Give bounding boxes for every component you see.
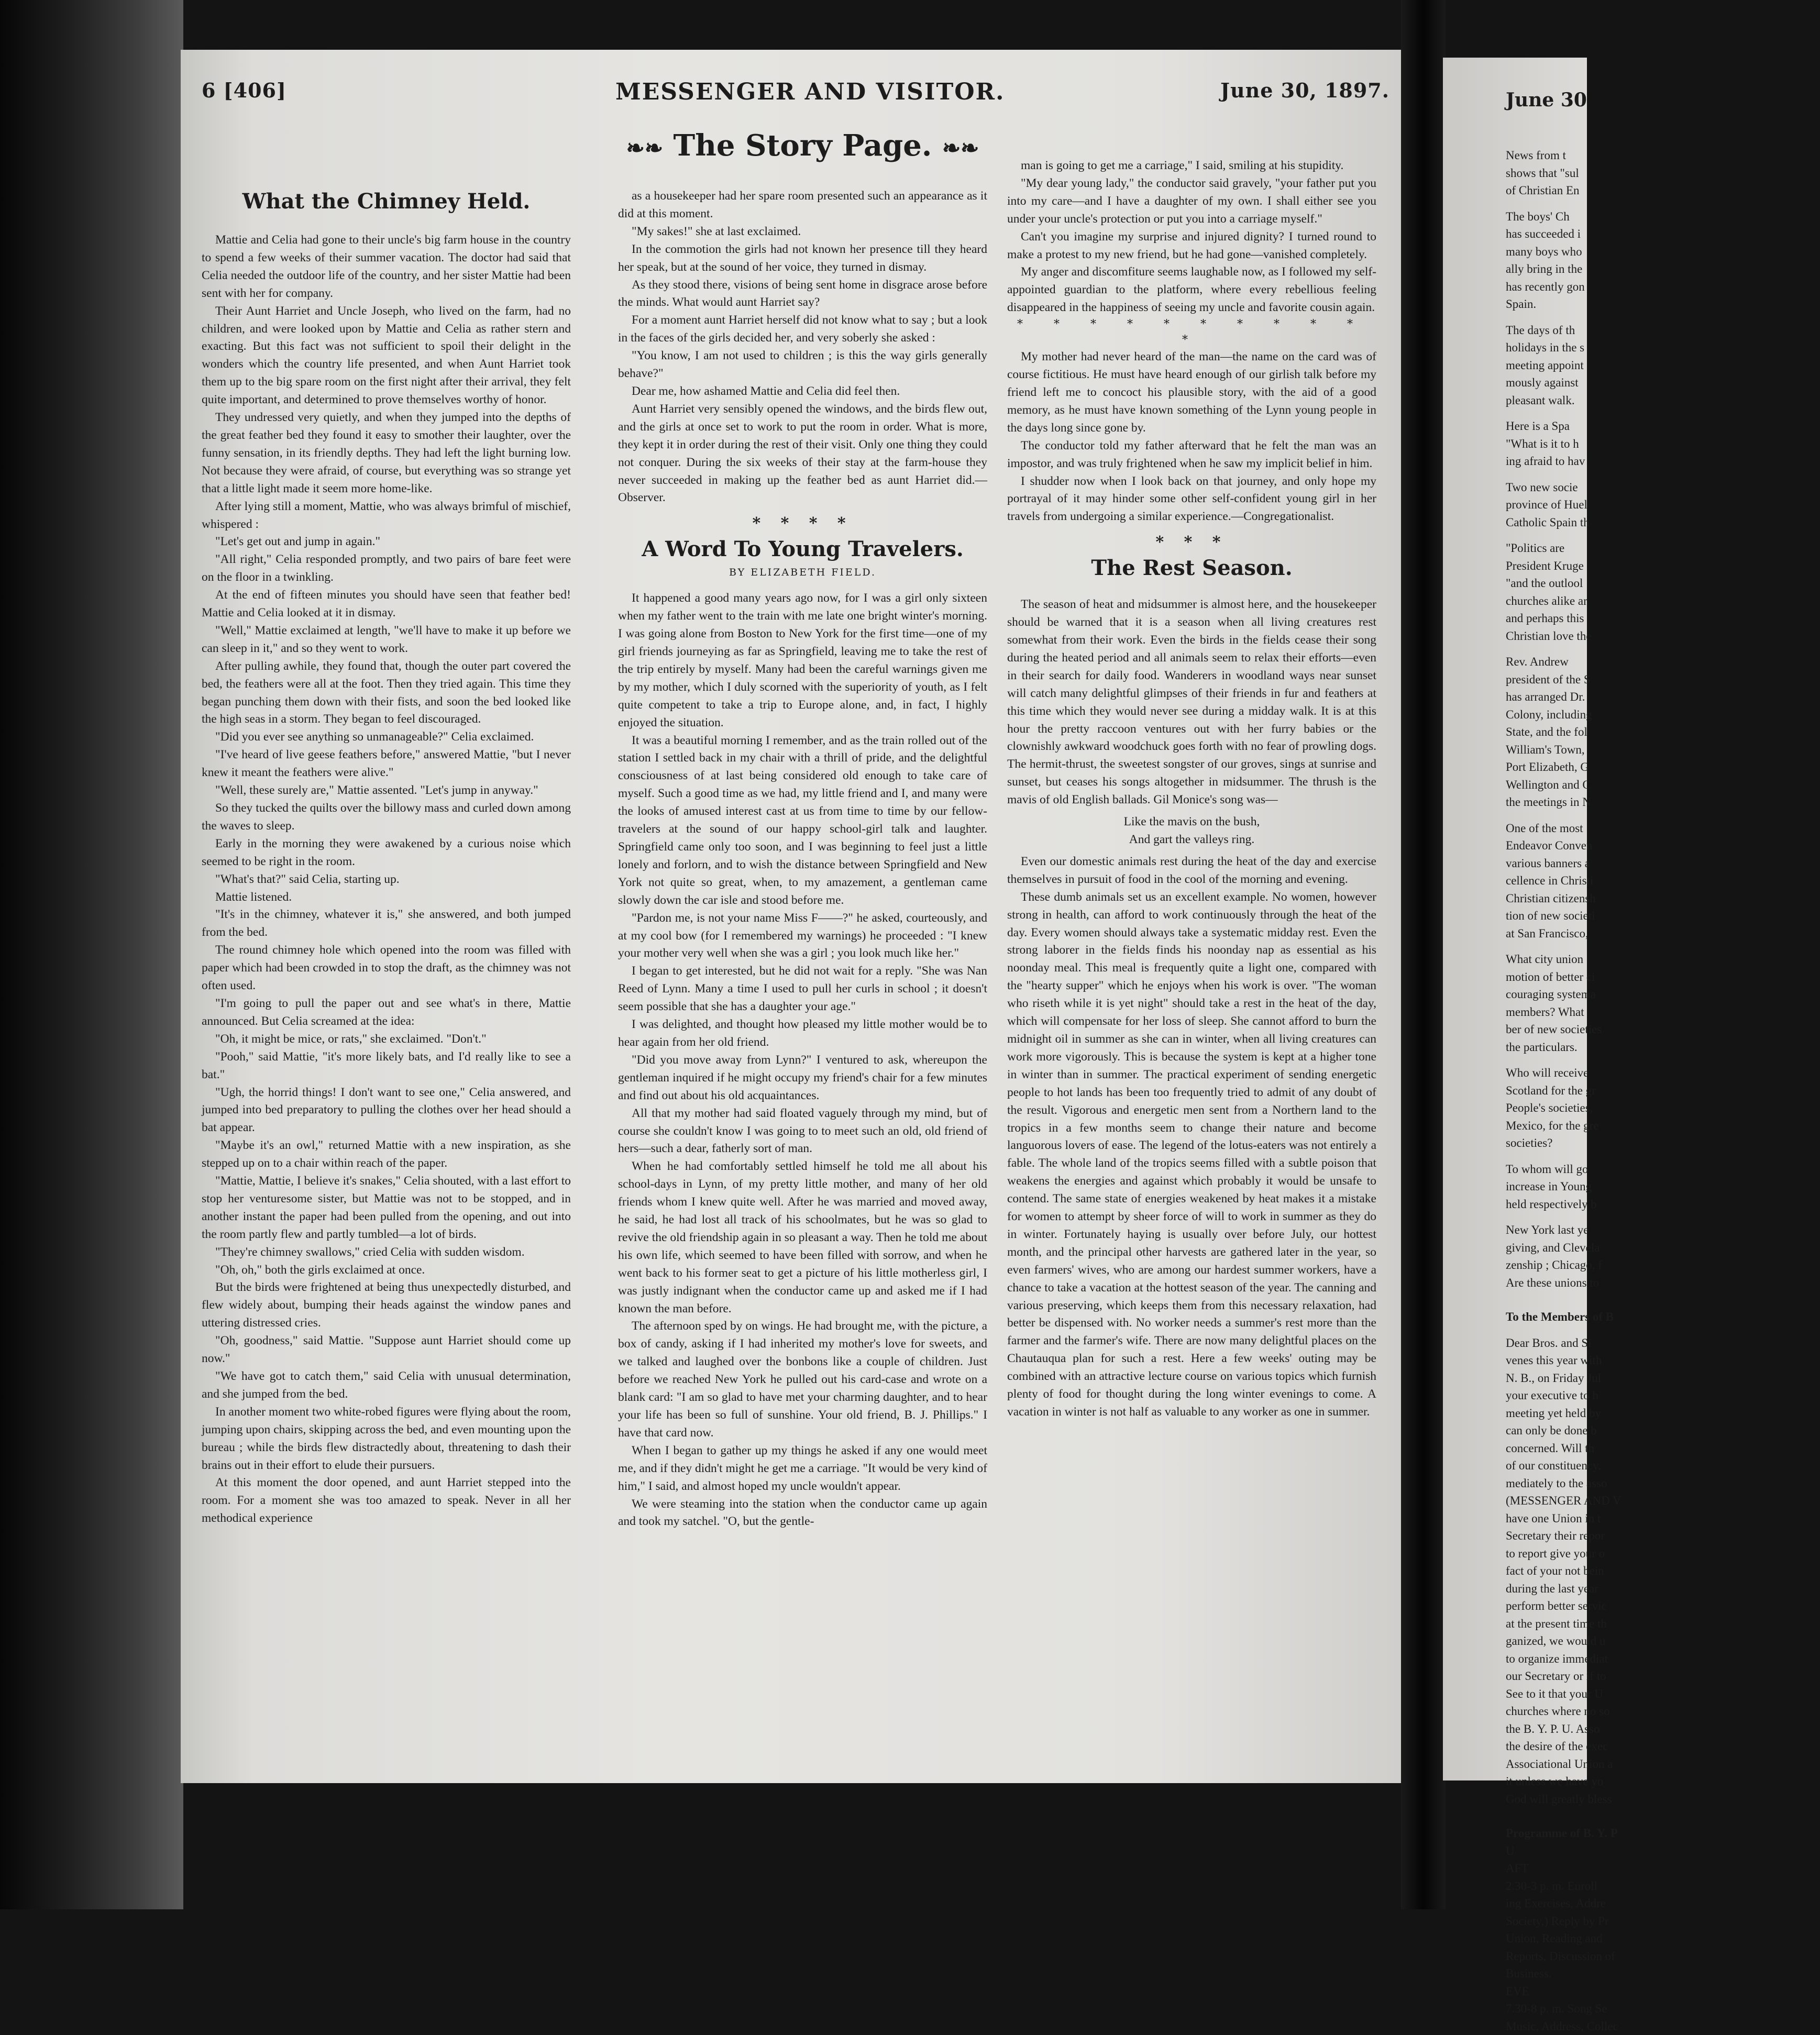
paragraph: Aunt Harriet very sensibly opened the windows, and the birds flew out, and the girls at once set to work to put the room in order. What is more, they kept it in order during the rest of their visit. Only one thing they could not conquer. During the six weeks of their stay at the farm-house they never succeeded in making up the feather bed as aunt Harriet did.—Observer. — [618, 401, 987, 507]
paragraph: "My sakes!" she at last exclaimed. — [618, 223, 987, 241]
paragraph: When he had comfortably settled himself he told me all about his school-days in Lynn, of my pretty little mother, and many of her old friends whom I knew quite well. After he was married and moved away, he said, he had lost all track of his schoolmates, but he was so glad to revive the old friendship again in so pleasant a way. Then he told me about his own life, which seemed to have been filled with sorrow, and when he went back to his former seat to get a picture of his little motherless girl, I was justly indignant when the conductor came up and asked me if I had known the man before. — [618, 1158, 987, 1318]
article-headline: The Rest Season. — [1007, 556, 1376, 580]
adjacent-text-line: of our constituency, — [1506, 1457, 1820, 1475]
adjacent-text-line: and perhaps this — [1506, 610, 1820, 627]
paragraph: Dear me, how ashamed Mattie and Celia did feel then. — [618, 383, 987, 401]
adjacent-text-line: various banners a — [1506, 855, 1820, 872]
section-separator: * * * * — [618, 514, 987, 533]
adjacent-text-line: Business. — [1506, 1965, 1820, 1983]
paragraph: It was a beautiful morning I remember, and as the train rolled out of the station I settled back in my chair with a thrill of pride, and the delightful consciousness of at last being considered old enough to take care of myself. Such a good time as we had, my little friend and I, and many were the looks of amused interest cast at us from time to time by our fellow-travelers at the sound of our happy school-girl talk and laughter. Springfield came only too soon, and I was beginning to feel just a little lonely and forlorn, and to wish the distance between Springfield and New York not quite so great, when, to my amazement, a gentleman came slowly down the car isle and stood before me. — [618, 732, 987, 910]
adjacent-text-line: zenship ; Chicago, f — [1506, 1256, 1820, 1274]
adjacent-text-line — [1506, 1291, 1820, 1300]
paragraph: My mother had never heard of the man—the name on the card was of course fictitious. He must have heard enough of our girlish talk before my friend left me to concoct his plausible story, with the aid of a good memory, as he must have known something of the Lynn young people in the days long since gone by. — [1007, 348, 1376, 437]
adjacent-text-line: meeting appoint — [1506, 357, 1820, 374]
adjacent-text-line: Here is a Spa — [1506, 417, 1820, 435]
adjacent-text-line: mediately to the asso — [1506, 1475, 1820, 1492]
adjacent-text-line: the particulars. — [1506, 1038, 1820, 1056]
adjacent-text-line: many boys who — [1506, 243, 1820, 261]
paragraph: When I began to gather up my things he asked if any one would meet me, and if they didn't might he get me a carriage. "It would be very kind of him," I said, and almost hoped my uncle wouldn't appear. — [618, 1442, 987, 1496]
adjacent-text-line: has recently gon — [1506, 278, 1820, 296]
paragraph: In the commotion the girls had not known her presence till they heard her speak, but at the sound of her voice, they turned in dismay. — [618, 241, 987, 277]
paragraph: "We have got to catch them," said Celia with unusual determination, and she jumped from the bed. — [202, 1368, 571, 1403]
article-body — [618, 590, 987, 1531]
adjacent-text-line — [1506, 531, 1820, 539]
paragraph: After pulling awhile, they found that, though the outer part covered the bed, the feathers were all at the foot. Then they tried again. This time they began punching them down with their fists, and soon the bed looked like the high seas in a storm. They began to feel discouraged. — [202, 658, 571, 729]
poem-line: Like the mavis on the bush, — [1007, 813, 1376, 831]
adjacent-text-line: 2.30-3 p. m. Euroll — [1506, 1877, 1820, 1895]
adjacent-text-line: People's societies, — [1506, 1099, 1820, 1117]
adjacent-text-line — [1506, 1300, 1820, 1308]
paragraph: I began to get interested, but he did not wait for a reply. "She was Nan Reed of Lynn. Many a time I used to pull her curls in school ; it doesn't seem possible that she has a daughter your age." — [618, 963, 987, 1016]
page-number: 6 [406] — [202, 79, 286, 102]
article-body — [202, 231, 571, 1528]
adjacent-text-line: held respectively b — [1506, 1196, 1820, 1213]
adjacent-text-line: at San Francisco, — [1506, 925, 1820, 943]
paragraph: The conductor told my father afterward that he felt the man was an impostor, and was truly frightened when he saw my implicit belief in him. — [1007, 437, 1376, 473]
adjacent-text-line: increase in Young — [1506, 1178, 1820, 1196]
adjacent-text-line: News from t — [1506, 147, 1820, 164]
paragraph: "Pardon me, is not your name Miss F——?" he asked, courteously, and at my cool bow (for I remembered my warnings) he proceeded : "I knew your mother very well when she was a girl ; you look much like her." — [618, 910, 987, 963]
adjacent-text-line: the desire of the exec — [1506, 1738, 1820, 1755]
adjacent-text-line: motion of better ci — [1506, 968, 1820, 986]
adjacent-text-line: 7.30-8 p. m. Song Se — [1506, 2000, 1820, 2018]
adjacent-text-line: have one Union in t — [1506, 1510, 1820, 1528]
adjacent-text-line: venes this year with — [1506, 1352, 1820, 1369]
paragraph: "It's in the chimney, whatever it is," she answered, and both jumped from the bed. — [202, 906, 571, 942]
adjacent-text-line: can only be done b — [1506, 1422, 1820, 1440]
paragraph: man is going to get me a carriage," I said, smiling at his stupidity. — [1007, 157, 1376, 175]
adjacent-text-line: Catholic Spain th — [1506, 514, 1820, 532]
adjacent-text-line: ally bring in the — [1506, 260, 1820, 278]
adjacent-text-line: members? What — [1506, 1003, 1820, 1021]
adjacent-text-line: churches where no so — [1506, 1702, 1820, 1720]
paragraph: The round chimney hole which opened into the room was filled with paper which had been crowded in to stop the draft, as the chimney was not often used. — [202, 942, 571, 995]
adjacent-text-line: Programme of B. Y. P — [1506, 1824, 1820, 1842]
adjacent-text-line: province of Huel — [1506, 496, 1820, 514]
adjacent-text-line: Are these unions to — [1506, 1274, 1820, 1292]
adjacent-text-line: State, and the fol — [1506, 723, 1820, 741]
paragraph: Can't you imagine my surprise and injured dignity? I turned round to make a protest to my new friend, but he had gone—vanished completely. — [1007, 228, 1376, 264]
adjacent-text-line: Rev. Andrew — [1506, 653, 1820, 671]
adjacent-text-line: pleasant walk. — [1506, 392, 1820, 410]
adjacent-text-line: Mexico, for the gre — [1506, 1117, 1820, 1135]
paragraph: These dumb animals set us an excellent example. No women, however strong in health, can afford to work continuously through the heat of the day. Every women should always take a systematic midday rest. Even the strong laborer in the fields finds his noonday nap as essential as his noonday meal. This meal is frequently quite a light one, compared with the "hearty supper" which he enjoys when his work is over. "The woman who riseth while it is yet night" should take a rest in the heat of the day, which will compensate for her loss of sleep. She cannot afford to burn the midnight oil in summer as she can in winter, when all living creatures can work more vigorously. This is because the system is kept at a higher tone in winter than in summer. The practical experiment of sending energetic people to hot lands has been too frequently tried to admit of any doubt of the result. Vigorous and energetic men sent from a Northern land to the tropics in a few months seem to change their nature and become languorous lovers of ease. The legend of the lotus-eaters was not entirely a fable. The whole land of the tropics seems filled with a subtle poison that weakens the energies and against which probably it would be unsafe to contend. The same state of energies weakened by heat makes it a mistake for women to attempt by sheer force of will to work in summer as they do in winter. Fortunately haying is usually over before July, our hottest month, and the principal other harvests are gathered later in the year, so even farmers' wives, who are among our hardest summer workers, have a chance to take a vacation at the hottest season of the year. The canning and various preserving, which keeps them from this necessary relaxation, had better be dispensed with. No worker needs a summer's rest more than the farmer and the farmer's wife. There are now many delightful places on the Chautauqua plan for such a rest. Here a few weeks' outing may be combined with an attractive lecture course on various topics which furnish plenty of food for thought during the long winter evenings to come. A vacation in winter is not half as valuable to any worker as one in summer. — [1007, 889, 1376, 1421]
adjacent-text-line: of Christian En — [1506, 182, 1820, 200]
paragraph: "You know, I am not used to children ; is this the way girls generally behave?" — [618, 347, 987, 383]
poem-quote — [1007, 813, 1376, 849]
microfilm-border — [0, 0, 183, 1909]
adjacent-text-line — [1506, 200, 1820, 208]
paragraph: It happened a good many years ago now, for I was a girl only sixteen when my father went to the train with me late one bright winter's morning. I was going alone from Boston to New York for the first time—one of my girl friends journeying as far as Springfield, leaving me to take the rest of the trip entirely by myself. Many had been the careful warnings given me by my mother, which I duly scorned with the superiority of youth, as I felt quite competent to take a trip to Europe alone, and, in fact, I highly enjoyed the situation. — [618, 590, 987, 732]
paragraph: "Well," Mattie exclaimed at length, "we'll have to make it up before we can sleep in it," and so they went to work. — [202, 622, 571, 658]
adjacent-text-line — [1506, 1326, 1820, 1334]
adjacent-text-line — [1506, 313, 1820, 322]
adjacent-text-line: Society,) Reply by Pr — [1506, 1912, 1820, 1930]
adjacent-text-line: Endeavor Conven — [1506, 837, 1820, 855]
article-continuation — [618, 187, 987, 507]
adjacent-text-line — [1506, 1213, 1820, 1221]
paragraph: All that my mother had said floated vaguely through my mind, but of course she couldn't know I was going to to meet such an old, old friend of hers—such a dear, fatherly sort of man. — [618, 1105, 987, 1158]
column-b — [618, 157, 987, 1531]
paragraph: The afternoon sped by on wings. He had brought me, with the picture, a box of candy, asking if I had inherited my mother's love for sweets, and we talked and laughed over the bonbons like a couple of children. Just before we reached New York he pulled out his card-case and wrote on a blank card: "I am so glad to have met your charming daughter, and to hear your life has been so full of sunshine. Your old friend, B. J. Phillips." I have that card now. — [618, 1318, 987, 1442]
paragraph: "What's that?" said Celia, starting up. — [202, 871, 571, 889]
paragraph: At this moment the door opened, and aunt Harriet stepped into the room. For a moment she was too amazed to speak. Never in all her methodical experience — [202, 1474, 571, 1528]
adjacent-text-line — [1506, 811, 1820, 820]
adjacent-text-line: during the last year — [1506, 1580, 1820, 1598]
paragraph: Mattie and Celia had gone to their uncle's big farm house in the country to spend a few weeks of their summer vacation. The doctor had said that Celia needed the outdoor life of the country, and her sister Mattie had been sent with her for company. — [202, 231, 571, 303]
adjacent-text-line: ber of new societies — [1506, 1021, 1820, 1038]
adjacent-text-line: Associational Union a — [1506, 1755, 1820, 1773]
adjacent-text-line: Who will receive — [1506, 1064, 1820, 1082]
adjacent-text-line — [1506, 470, 1820, 479]
adjacent-text-line: Music, Address, Collec — [1506, 2018, 1820, 2035]
paragraph: "They're chimney swallows," cried Celia with sudden wisdom. — [202, 1244, 571, 1262]
adjacent-text-line: President Kruge — [1506, 557, 1820, 575]
adjacent-page-fragment — [1443, 58, 1587, 1780]
adjacent-text-line: societies? — [1506, 1134, 1820, 1152]
star-divider: * * * * * * * * * * * — [1007, 317, 1376, 348]
adjacent-text-line: at the present time th — [1506, 1615, 1820, 1633]
column-a — [202, 175, 571, 1528]
adjacent-text-line: (MESSENGER AND V — [1506, 1492, 1820, 1510]
adjacent-text-line: ganized, we would u — [1506, 1632, 1820, 1650]
adjacent-text-line: ing Exercises, Addre — [1506, 1895, 1820, 1912]
paragraph: Their Aunt Harriet and Uncle Joseph, who lived on the farm, had no children, and were looked upon by Mattie and Celia as rather stern and exacting. But this fact was not sufficient to spoil their delight in the wonders which the country life presented, and when Aunt Harriet took them up to the big spare room on the first night after their arrival, they felt quite important, and determined to prove themselves worthy of honor. — [202, 303, 571, 409]
article-headline: What the Chimney Held. — [202, 189, 571, 214]
adjacent-text-line: "Politics are — [1506, 539, 1820, 557]
adjacent-text-line: mously against — [1506, 374, 1820, 392]
adjacent-text-line: What city union — [1506, 950, 1820, 968]
adjacent-text-line: Dear Bros. and Si — [1506, 1334, 1820, 1352]
paragraph: But the birds were frightened at being thus unexpectedly disturbed, and flew widely about, bumping their heads against the window panes and uttering distressed cries. — [202, 1279, 571, 1332]
adjacent-text-line: The days of th — [1506, 322, 1820, 339]
adjacent-text-line: Christian love the — [1506, 627, 1820, 645]
paragraph: "Oh, goodness," said Mattie. "Suppose aunt Harriet should come up now." — [202, 1332, 571, 1368]
adjacent-text-line: cellence in Christi — [1506, 872, 1820, 890]
article-body — [1007, 596, 1376, 809]
adjacent-text-line: To the Members of B — [1506, 1308, 1820, 1326]
paragraph: So they tucked the quilts over the billowy mass and curled down among the waves to sleep. — [202, 800, 571, 835]
adjacent-text-line: giving, and Clevela — [1506, 1239, 1820, 1257]
adjacent-text-line: One of the most — [1506, 820, 1820, 837]
paragraph: as a housekeeper had her spare room presented such an appearance as it did at this moment. — [618, 187, 987, 223]
article-body-continued — [1007, 853, 1376, 1421]
adjacent-text-line: holidays in the s — [1506, 339, 1820, 357]
adjacent-text-line: "and the outlool — [1506, 574, 1820, 592]
adjacent-text-line: Port Elizabeth, G — [1506, 758, 1820, 776]
adjacent-page-text — [1506, 147, 1820, 2035]
paragraph: "Pooh," said Mattie, "it's more likely bats, and I'd really like to see a bat." — [202, 1048, 571, 1084]
adjacent-text-line — [1506, 645, 1820, 653]
adjacent-text-line: couraging systema — [1506, 986, 1820, 1003]
microfilm-page-gap — [1401, 0, 1446, 1909]
adjacent-text-line: Colony, including — [1506, 706, 1820, 724]
adjacent-text-line: New York last ye — [1506, 1221, 1820, 1239]
adjacent-text-line: it unless we have yo — [1506, 1773, 1820, 1790]
adjacent-text-line: Secretary their repor — [1506, 1527, 1820, 1545]
adjacent-text-line: tion of new societi — [1506, 907, 1820, 925]
adjacent-text-line: Christian citizensh — [1506, 890, 1820, 908]
paragraph: I was delighted, and thought how pleased my little mother would be to hear again from her old friend. — [618, 1016, 987, 1052]
adjacent-text-line: Scotland for the gr — [1506, 1082, 1820, 1100]
section-title: The Story Page. — [674, 128, 932, 163]
paragraph: "Ugh, the horrid things! I don't want to see one," Celia answered, and jumped into bed preparatory to pulling the clothes over her head should a bat appear. — [202, 1084, 571, 1137]
adjacent-text-line: Spain. — [1506, 295, 1820, 313]
adjacent-text-line: EVE — [1506, 1983, 1820, 2000]
paragraph: As they stood there, visions of being sent home in disgrace arose before the minds. What would aunt Harriet say? — [618, 277, 987, 312]
adjacent-text-line: AFT — [1506, 1860, 1820, 1877]
paragraph: For a moment aunt Harriet herself did not know what to say ; but a look in the faces of the girls decided her, and very soberly she asked : — [618, 312, 987, 347]
paragraph: They undressed very quietly, and when they jumped into the depths of the great feather bed they found it easy to smother their laughter, over the funny sensation, in its friendly depths. They had left the light burning low. Not because they were afraid, of course, but everything was so strange yet that a little light made it seem more home-like. — [202, 409, 571, 498]
adjacent-text-line: fact of your not bein — [1506, 1562, 1820, 1580]
paragraph: Early in the morning they were awakened by a curious noise which seemed to be right in the room. — [202, 835, 571, 871]
section-separator: * * * — [1007, 533, 1376, 551]
paragraph: "I'm going to pull the paper out and see what's in there, Mattie announced. But Celia screamed at the idea: — [202, 995, 571, 1031]
paragraph: "Maybe it's an owl," returned Mattie with a new inspiration, as she stepped up on to a chair within reach of the paper. — [202, 1137, 571, 1173]
adjacent-text-line: the meetings in N — [1506, 793, 1820, 811]
article-continuation-end — [1007, 348, 1376, 526]
paragraph: "All right," Celia responded promptly, and two pairs of bare feet were on the floor in a twinkling. — [202, 551, 571, 587]
leaf-ornament-icon: ❧❧ — [942, 135, 979, 161]
paragraph: My anger and discomfiture seems laughable now, as I followed my self-appointed guardian to the platform, where every rebellious feeling disappeared in the happiness of seeing my uncle and favorite cousin again. — [1007, 263, 1376, 317]
adjacent-text-line: God will greatly bless — [1506, 1790, 1820, 1808]
adjacent-text-line: concerned. Will th — [1506, 1440, 1820, 1457]
paragraph: Even our domestic animals rest during the heat of the day and exercise themselves in pursuit of food in the cool of the morning and evening. — [1007, 853, 1376, 889]
adjacent-text-line: your executive to h — [1506, 1387, 1820, 1404]
adjacent-text-line: the B. Y. P. U. Asso — [1506, 1720, 1820, 1738]
issue-date: June 30, 1897. — [1220, 79, 1389, 102]
paragraph: In another moment two white-robed figures were flying about the room, jumping upon chairs, skipping across the bed, and even mounting upon the bureau ; while the birds flew distractedly about, threatening to dash their brains out in their effort to elude their pursuers. — [202, 1403, 571, 1475]
article-headline: A Word To Young Travelers. — [618, 537, 987, 561]
adjacent-text-line: Wellington and C — [1506, 776, 1820, 794]
adjacent-text-line: N. B., on Friday Jul — [1506, 1369, 1820, 1387]
paragraph: The season of heat and midsummer is almost here, and the housekeeper should be warned that it is a season when all living creatures rest somewhat from their work. Even the birds in the fields cease their song during the heated period and all animals seem to relax their efforts—even in their search for daily food. Wanderers in woodland ways near sunset will catch many delightful glimpses of their friends in fur and feathers at this time which they would never see during a midday walk. It is at this hour the pretty raccoon ventures out with her furry babies or the clownishly awkward woodchuck goes forth with no fear of prowling dogs. The hermit-thrust, the sweetest songster of our groves, sings at sunrise and sunset, but ceases his songs altogether in midsummer. The thrush is the mavis of old English ballads. Gil Monice's song was— — [1007, 596, 1376, 809]
adjacent-text-line: shows that "sul — [1506, 164, 1820, 182]
adjacent-text-line: To whom will go — [1506, 1160, 1820, 1178]
paragraph: "Did you move away from Lynn?" I ventured to ask, whereupon the gentleman inquired if he might occupy my friend's chair for a few minutes and find out about his old acquaintances. — [618, 1052, 987, 1105]
paragraph: "Mattie, Mattie, I believe it's snakes," Celia shouted, with a last effort to stop her venturesome sister, but Mattie was not to be stopped, and in another instant the paper had been pulled from the opening, and out into the room partly flew and partly tumbled—a lot of birds. — [202, 1173, 571, 1244]
adjacent-text-line — [1506, 942, 1820, 950]
paragraph: After lying still a moment, Mattie, who was always brimful of mischief, whispered : — [202, 498, 571, 534]
poem-line: And gart the valleys ring. — [1007, 831, 1376, 849]
paragraph: "Did you ever see anything so unmanageable?" Celia exclaimed. — [202, 728, 571, 746]
adjacent-text-line: president of the S — [1506, 671, 1820, 689]
masthead-title: MESSENGER AND VISITOR. — [615, 79, 1005, 105]
adjacent-text-line — [1506, 1808, 1820, 1816]
adjacent-text-line: has succeeded i — [1506, 225, 1820, 243]
adjacent-text-line: William's Town, — [1506, 741, 1820, 759]
adjacent-text-line: has arranged Dr. — [1506, 688, 1820, 706]
adjacent-text-line: Two new socie — [1506, 479, 1820, 496]
paragraph: I shudder now when I look back on that journey, and only hope my portrayal of it may hinder some other self-confident young girl in her travels from undergoing a similar experience.—Congregationalist. — [1007, 473, 1376, 526]
article-byline: BY ELIZABETH FIELD. — [618, 567, 987, 578]
adjacent-text-line: The boys' Ch — [1506, 208, 1820, 226]
adjacent-text-line — [1506, 1816, 1820, 1824]
adjacent-text-line: meeting yet held by — [1506, 1404, 1820, 1422]
paragraph: At the end of fifteen minutes you should have seen that feather bed! Mattie and Celia looked at it in dismay. — [202, 587, 571, 622]
adjacent-page-header: June 30 — [1506, 89, 1587, 111]
adjacent-text-line: to report give your o — [1506, 1545, 1820, 1563]
adjacent-text-line: U — [1506, 1842, 1820, 1860]
adjacent-text-line: perform better servic — [1506, 1597, 1820, 1615]
paragraph: We were steaming into the station when the conductor came up again and took my satchel. "O, but the gentle- — [618, 1496, 987, 1531]
adjacent-text-line: to organize immediat — [1506, 1650, 1820, 1668]
paragraph: "I've heard of live geese feathers before," answered Mattie, "but I never knew it meant the feathers were alive." — [202, 746, 571, 782]
newspaper-page — [181, 50, 1401, 1783]
adjacent-text-line: Reports, Discussion of — [1506, 1948, 1820, 1965]
paragraph: "Well, these surely are," Mattie assented. "Let's jump in anyway." — [202, 782, 571, 800]
paragraph: "Oh, oh," both the girls exclaimed at once. — [202, 1262, 571, 1279]
adjacent-text-line: our Secretary or if to — [1506, 1667, 1820, 1685]
adjacent-text-line: ing afraid to hav — [1506, 452, 1820, 470]
paragraph: "Oh, it might be mice, or rats," she exclaimed. "Don't." — [202, 1031, 571, 1048]
column-c — [1007, 157, 1376, 1421]
adjacent-text-line — [1506, 409, 1820, 417]
adjacent-text-line — [1506, 1056, 1820, 1064]
adjacent-text-line — [1506, 1152, 1820, 1160]
leaf-ornament-icon: ❧❧ — [626, 135, 663, 161]
adjacent-text-line: churches alike ar — [1506, 592, 1820, 610]
adjacent-text-line: Union, Reading and — [1506, 1930, 1820, 1948]
paragraph: Mattie listened. — [202, 889, 571, 906]
paragraph: "Let's get out and jump in again." — [202, 533, 571, 551]
article-continuation — [1007, 157, 1376, 317]
adjacent-text-line: See to it that your U — [1506, 1685, 1820, 1703]
adjacent-text-line: "What is it to h — [1506, 435, 1820, 453]
paragraph: "My dear young lady," the conductor said gravely, "your father put you into my care—and I have a daughter of my own. I shall either see you under your uncle's protection or put you into a carriage myself." — [1007, 175, 1376, 228]
